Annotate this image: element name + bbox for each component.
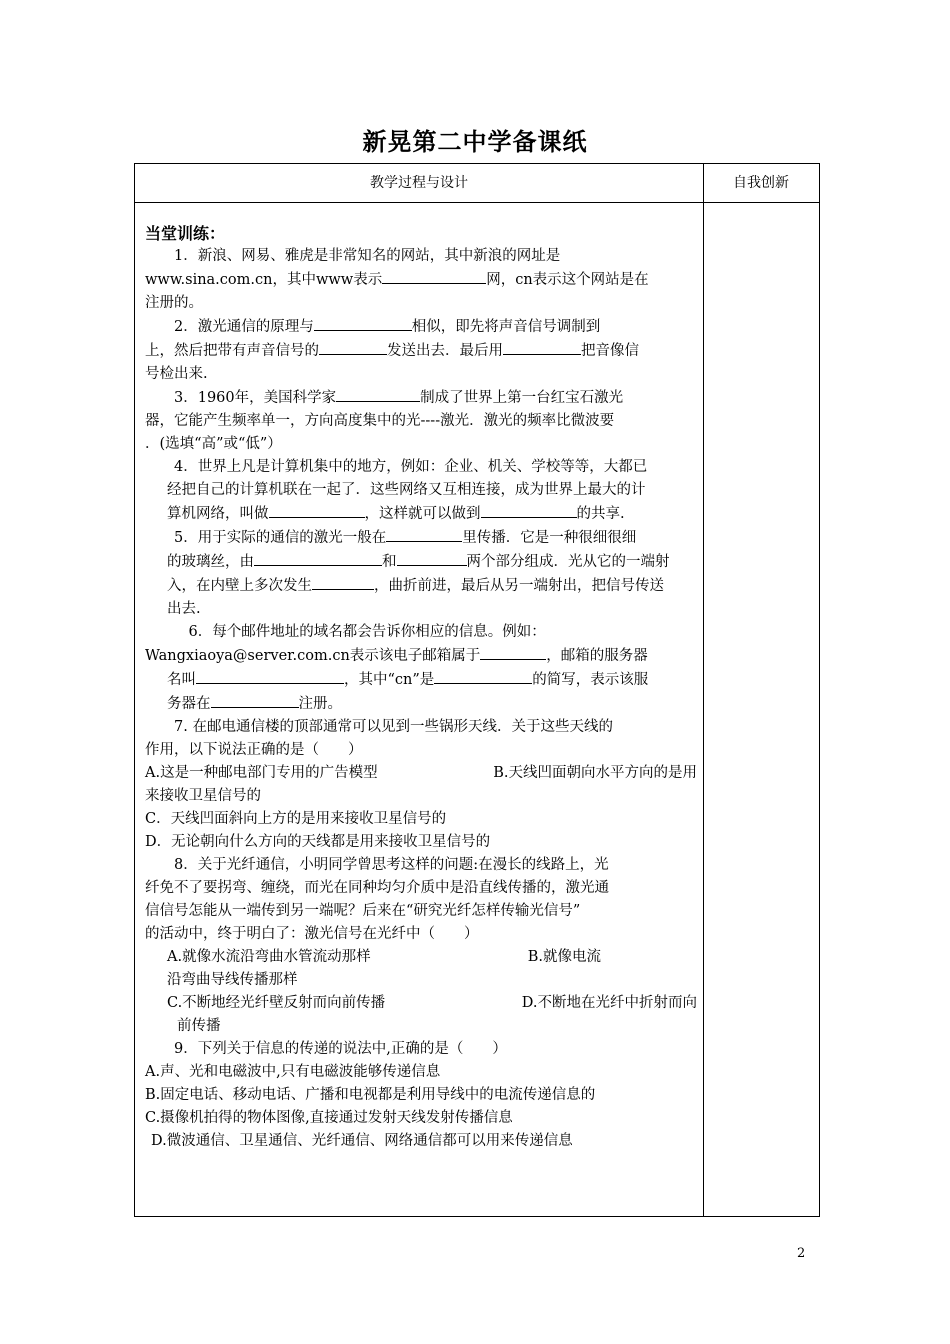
answer-blank[interactable] xyxy=(503,339,581,355)
answer-blank[interactable] xyxy=(481,502,577,518)
answer-blank[interactable] xyxy=(397,550,467,566)
answer-blank[interactable] xyxy=(319,339,387,355)
option-c[interactable]: C.不断地经光纤壁反射而向前传播 xyxy=(167,995,386,1011)
question-5: 5．用于实际的通信的激光一般在 里传播．它是一种很细很细 的玻璃丝，由 和 两个部分组成．光从它的一端射 入，在内壁上多次发生 ，曲折前进，最后从另一端射出，把信号传送 出去. xyxy=(145,526,697,621)
option-a[interactable]: A.声、光和电磁波中,只有电磁波能够传递信息 xyxy=(145,1064,441,1080)
option-d[interactable]: D.微波通信、卫星通信、光纤通信、网络通信都可以用来传递信息 xyxy=(151,1133,573,1149)
answer-blank[interactable] xyxy=(434,668,532,684)
question-6: 6．每个邮件地址的域名都会告诉你相应的信息。例如： Wangxiaoya@server.com.cn表示该电子邮箱属于 ，邮箱的服务器 名叫 ，其中“cn”是 的简写，表示该服 务器在 注册。 xyxy=(145,624,649,712)
answer-blank[interactable] xyxy=(336,386,420,402)
answer-blank[interactable] xyxy=(314,315,412,331)
answer-blank[interactable] xyxy=(254,550,382,566)
answer-blank[interactable] xyxy=(312,574,374,590)
question-3: 3．1960年，美国科学家 制成了世界上第一台红宝石激光 器，它能产生频率单一，方向高度集中的光----激光．激光的频率比微波要 ．(选填“高”或“低”） xyxy=(145,386,697,456)
answer-blank[interactable] xyxy=(386,526,462,542)
question-2: 2．激光通信的原理与 相似，即先将声音信号调制到 上，然后把带有声音信号的 发送出去．最后用 把音像信 号检出来. xyxy=(145,315,697,386)
page-title: 新晃第二中学备课纸 xyxy=(362,128,588,156)
option-b[interactable]: B.就像电流 xyxy=(527,949,601,965)
question-7: 7. 在邮电通信楼的顶部通常可以见到一些锅形天线．关于这些天线的 作用，以下说法正确的是（ ） A.这是一种邮电部门专用的广告模型 B.天线凹面朝向水平方向的是用 来接收卫星信号的 C．天线凹面斜向上方的是用来接收卫星信号的 D．无论朝向什么方向的天线都是用来接收卫星信号的 xyxy=(145,719,697,850)
answer-blank[interactable] xyxy=(382,268,486,284)
header-teaching-process: 教学过程与设计 xyxy=(370,175,468,191)
option-d[interactable]: D.不断地在光纤中折射而向 xyxy=(521,995,697,1011)
exercise-content xyxy=(145,222,697,1153)
answer-blank[interactable] xyxy=(196,668,344,684)
option-c[interactable]: C.摄像机拍得的物体图像,直接通过发射天线发射传播信息 xyxy=(145,1110,513,1126)
question-4: 4．世界上凡是计算机集中的地方，例如：企业、机关、学校等等，大都已 经把自己的计算机联在一起了．这些网络又互相连接，成为世界上最大的计 算机网络，叫做 ，这样就可以做到 的共享. xyxy=(167,459,648,522)
option-a[interactable]: A.就像水流沿弯曲水管流动那样 xyxy=(167,949,371,965)
option-c[interactable]: C．天线凹面斜向上方的是用来接收卫星信号的 xyxy=(145,811,447,827)
answer-blank[interactable] xyxy=(211,692,299,708)
column-divider xyxy=(703,164,704,1216)
answer-blank[interactable] xyxy=(480,644,546,660)
question-8: 8．关于光纤通信，小明同学曾思考这样的问题:在漫长的线路上，光 纤免不了要拐弯、缠绕，而光在同种均匀介质中是沿直线传播的，激光通 信信号怎能从一端传到另一端呢？后来在“研究光纤怎样传输光信号” 的活动中，终于明白了：激光信号在光纤中（ ） A.就像水流沿弯曲水管流动那样 B.就像电流 沿弯曲导线传播那样 C.不断地经光纤壁反射而向前传播 D.不断地在光纤中折射而向 前传播 xyxy=(145,857,697,1034)
question-1: 1．新浪、网易、雅虎是非常知名的网站，其中新浪的网址是 www.sina.com.cn，其中www表示 网，cn表示这个网站是在 注册的。 xyxy=(145,248,649,311)
option-b[interactable]: B.天线凹面朝向水平方向的是用 xyxy=(493,765,697,781)
lesson-table xyxy=(134,163,820,1217)
page-number: 2 xyxy=(797,1246,806,1261)
header-self-innovation: 自我创新 xyxy=(733,175,789,191)
option-d[interactable]: D．无论朝向什么方向的天线都是用来接收卫星信号的 xyxy=(145,834,491,850)
question-9: 9．下列关于信息的传递的说法中,正确的是（ ） A.声、光和电磁波中,只有电磁波能够传递信息 B.固定电话、移动电话、广播和电视都是利用导线中的电流传递信息的 C.摄像机拍得的物体图像,直接通过发射天线发射传播信息 D.微波通信、卫星通信、光纤通信、网络通信都可以用来传递信息 xyxy=(145,1041,596,1149)
option-a[interactable]: A.这是一种邮电部门专用的广告模型 xyxy=(145,765,378,781)
option-b[interactable]: B.固定电话、移动电话、广播和电视都是利用导线中的电流传递信息的 xyxy=(145,1087,596,1103)
section-title: 当堂训练： xyxy=(145,224,226,243)
answer-blank[interactable] xyxy=(269,502,365,518)
header-divider xyxy=(135,202,819,203)
